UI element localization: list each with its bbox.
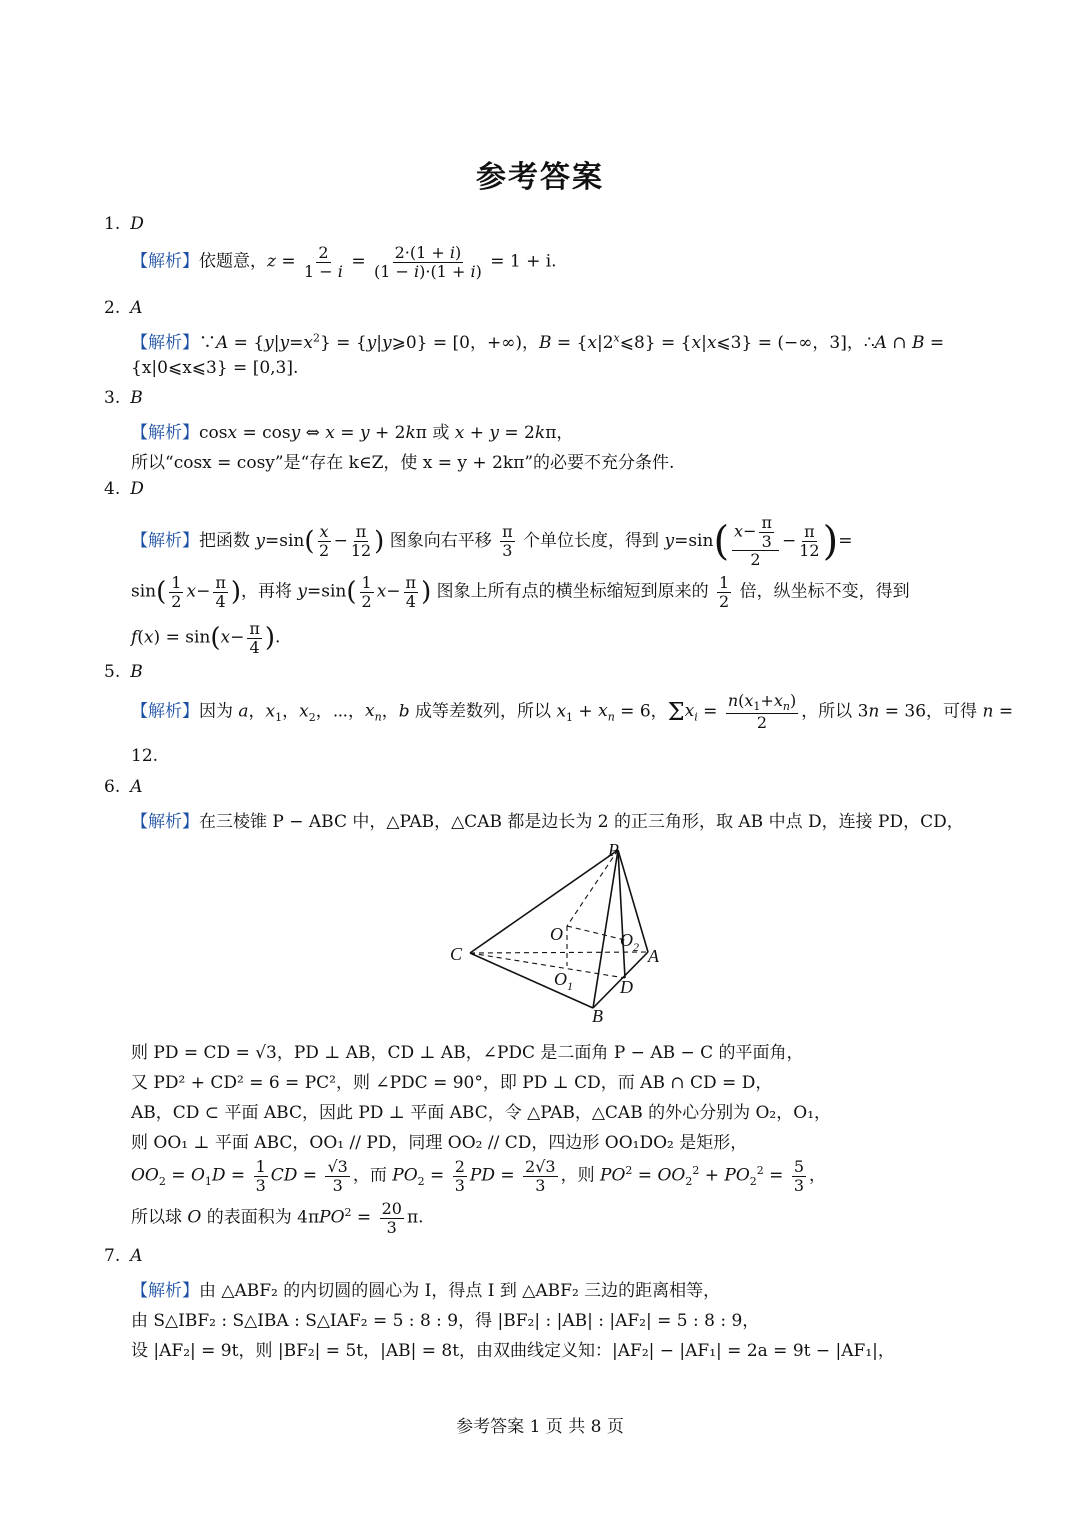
question-number: 3. B — [104, 388, 143, 408]
point-label-d: D — [620, 977, 633, 997]
page-footer: 参考答案 1 页 共 8 页 — [456, 1417, 624, 1437]
solution-line: f(x) = sin(x− $\frac{\pi}{4}$ ). — [131, 619, 281, 657]
solution-line: 【解析】因为 a，$x_1$，$x_2$，⋯，$x_n$，b 成等差数列，所以 $x_1 + x_n = 6$，$\Sigma x_i$ = $\frac{n(x_1+x_n)}{2}$ ，所以 3n = 36，可得 n = — [131, 691, 1014, 733]
analysis-tag: 【解析】 — [131, 251, 199, 272]
solution-line: 又 PD² + CD² = 6 = PC²，则 ∠PDC = 90°，即 PD ⊥ CD，而 AB ∩ CD = D， — [131, 1073, 773, 1093]
vertex-label-b: B — [592, 1006, 603, 1026]
solution-line: 由 S△IBF₂ : S△IBA : S△IAF₂ = 5 : 8 : 9，得 |BF₂| : |AB| : |AF₂| = 5 : 8 : 9， — [131, 1311, 760, 1331]
vertex-label-c: C — [450, 944, 463, 964]
solution-line: $OO_2 = O_1D$ = $\frac{1}{3}$ CD = $\frac{√3}{3}$ ，而 $PO_2$ = $\frac{2}{3}$ PD = $\frac{2√3}{3}$ ，则 $PO^2 = OO_2^2 + PO_2^2$ = $\frac{5}{3}$ ， — [131, 1157, 827, 1195]
center-label-o1: $O_1$ — [554, 969, 573, 993]
solution-line: 【解析】cosx = cosy ⇔ x = y + 2kπ 或 x + y = 2kπ， — [131, 423, 574, 443]
vertex-label-a: A — [648, 946, 659, 966]
solution-line: AB，CD ⊂ 平面 ABC，因此 PD ⊥ 平面 ABC，令 △PAB，△CAB 的外心分别为 O₂，O₁， — [131, 1103, 832, 1123]
solution-line: 【解析】依题意，z = $\frac{2}{1 - i}$ = $\frac{2\cdot(1 + i)}{(1 - i)\cdot(1 + i)}$ = 1 + i. — [131, 243, 557, 281]
solution-line: 【解析】由 △ABF₂ 的内切圆的圆心为 I，得点 I 到 △ABF₂ 三边的距离相等， — [131, 1281, 721, 1301]
question-number: 7. A — [104, 1246, 143, 1266]
solution-line: 【解析】∵A = $\{y|y=x^2\}$ = {y|y⩾0} = [0，+∞)，$B = \{x|2^x⩽8\}$ = {x|x⩽3} = (−∞，3]，∴A ∩ B = — [131, 331, 945, 353]
solution-line: 【解析】把函数 y=sin( $\frac{x}{2}$ − $\frac{\pi}{12}$ ) 图象向右平移 $\frac{\pi}{3}$ 个单位长度，得到 y=sin( x− $\frac{\pi}{3}$ 2 − $\frac{\pi}{12}$ )= — [131, 513, 853, 570]
solution-line: 则 PD = CD = √3，PD ⊥ AB，CD ⊥ AB，∠PDC 是二面角 P − AB − C 的平面角， — [131, 1043, 804, 1063]
solution-line: 12. — [131, 746, 159, 766]
vertex-label-p: P — [608, 840, 619, 860]
question-number: 6. A — [104, 777, 143, 797]
solution-line: 所以球 O 的表面积为 4πPO$^2$ = $\frac{20}{3}$ π. — [131, 1199, 424, 1237]
solution-line: 设 |AF₂| = 9t，则 |BF₂| = 5t，|AB| = 8t，由双曲线定义知：|AF₂| − |AF₁| = 2a = 9t − |AF₁|， — [131, 1341, 895, 1361]
pyramid-figure — [440, 838, 680, 1028]
center-label-o2: $O_2$ — [620, 930, 639, 954]
center-label-o: O — [550, 924, 563, 944]
solution-line: {x|0⩽x⩽3} = [0,3]. — [131, 358, 299, 378]
solution-line: 【解析】在三棱锥 P − ABC 中，△PAB，△CAB 都是边长为 2 的正三角形，取 AB 中点 D，连接 PD，CD， — [131, 812, 964, 832]
question-number: 1. D — [104, 214, 144, 234]
solution-line: sin( $\frac{1}{2}$ x− $\frac{\pi}{4}$ )，再将 y=sin( $\frac{1}{2}$ x− $\frac{\pi}{4}$ ) 图象上所有点的横坐标缩短到原来的 $\frac{1}{2}$ 倍，纵坐标不变，得到 — [131, 573, 910, 611]
question-number: 5. B — [104, 662, 143, 682]
solution-line: 则 OO₁ ⊥ 平面 ABC，OO₁ // PD，同理 OO₂ // CD，四边形 OO₁DO₂ 是矩形， — [131, 1133, 748, 1153]
solution-line: 所以“cosx = cosy”是“存在 k∈Z，使 x = y + 2kπ”的必要不充分条件. — [131, 453, 675, 473]
question-number: 2. A — [104, 298, 143, 318]
page-title: 参考答案 — [476, 160, 604, 195]
question-number: 4. D — [104, 479, 144, 499]
